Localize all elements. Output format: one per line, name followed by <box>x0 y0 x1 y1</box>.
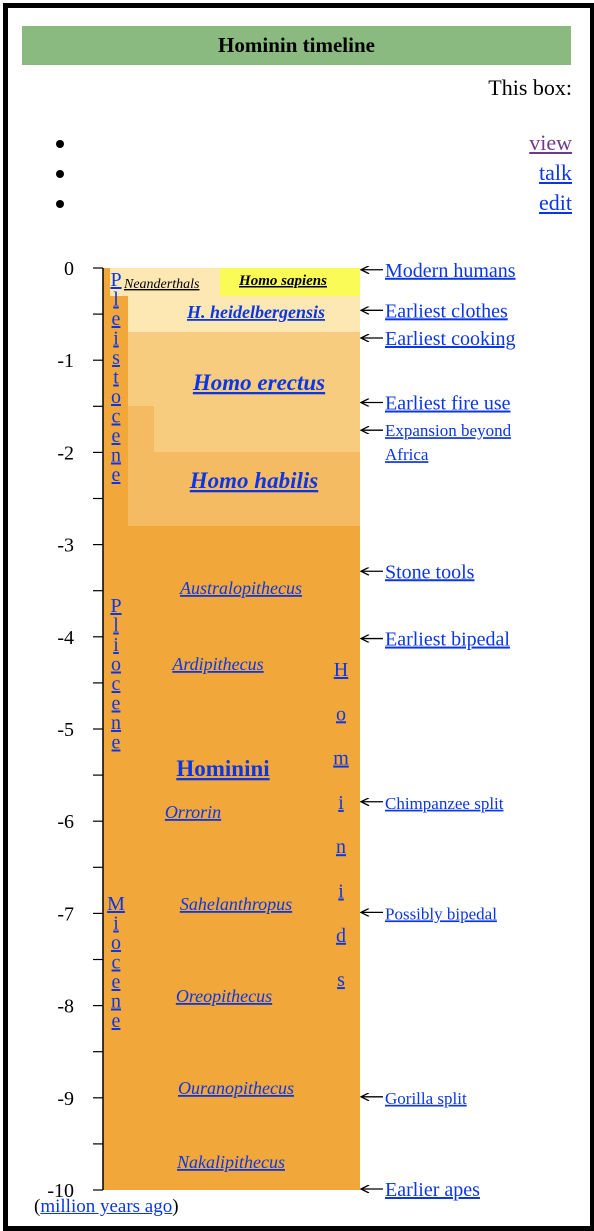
edit-link[interactable]: edit <box>539 190 572 215</box>
stacked-letter: M <box>107 893 125 915</box>
stacked-letter: s <box>112 347 120 369</box>
event-label[interactable]: Possibly bipedal <box>385 904 497 924</box>
axis-unit-caption <box>34 1196 179 1218</box>
axis-tick-label: -4 <box>57 626 74 649</box>
stacked-letter: i <box>338 791 344 814</box>
this-box-label: This box: <box>488 75 572 100</box>
axis-tick-label: -2 <box>57 442 74 465</box>
event-label[interactable]: Stone tools <box>385 561 475 584</box>
taxon-neanderthals[interactable]: Neanderthals <box>124 277 200 292</box>
event-label[interactable] <box>385 421 512 464</box>
event-label[interactable]: Gorilla split <box>385 1088 467 1108</box>
stacked-letter: e <box>111 731 121 754</box>
stacked-letter: e <box>111 464 121 486</box>
event-label[interactable]: Earliest fire use <box>385 392 511 415</box>
stacked-letter: l <box>113 614 119 637</box>
stacked-letter: n <box>111 712 121 734</box>
event-label[interactable]: Chimpanzee split <box>385 793 504 813</box>
stacked-letter: e <box>111 425 121 447</box>
box-title: Hominin timeline <box>22 26 571 65</box>
taxon-ardipithecus[interactable]: Ardipithecus <box>172 654 264 674</box>
taxon-homo-sapiens[interactable]: Homo sapiens <box>239 273 327 289</box>
tribe-hominini-label[interactable]: Hominini <box>176 756 270 781</box>
axis-ticks <box>47 258 103 1202</box>
axis-tick-label: -1 <box>57 350 74 373</box>
stacked-letter: e <box>111 1010 121 1032</box>
event-annotations <box>361 260 516 1201</box>
taxon-ouranopithecus[interactable]: Ouranopithecus <box>178 1078 294 1098</box>
stacked-letter: o <box>111 653 121 676</box>
stacked-letter: s <box>337 969 345 992</box>
stacked-letter: d <box>336 924 346 947</box>
event-label[interactable]: Earlier apes <box>385 1179 480 1201</box>
stacked-letter: i <box>113 912 119 935</box>
taxon-sahelanthropus[interactable]: Sahelanthropus <box>179 894 293 914</box>
event-label[interactable]: Modern humans <box>385 259 516 282</box>
stacked-letter: o <box>336 703 346 726</box>
stacked-letter: P <box>110 595 122 617</box>
taxon-homo-erectus[interactable]: Homo erectus <box>192 370 326 395</box>
stacked-letter: o <box>111 386 121 408</box>
taxon-oreopithecus[interactable]: Oreopithecus <box>175 986 273 1006</box>
taxon-australopithecus[interactable]: Australopithecus <box>180 578 302 598</box>
stacked-letter: c <box>111 951 121 974</box>
unit-open-paren: ( <box>34 1196 41 1217</box>
stacked-letter: e <box>111 692 121 715</box>
axis-tick-label: -8 <box>57 995 74 1018</box>
stacked-letter: i <box>113 327 119 350</box>
event-label[interactable]: Earliest cooking <box>385 327 516 350</box>
taxon-heidelbergensis[interactable]: H. heidelbergensis <box>187 302 325 322</box>
axis-tick-label: -5 <box>57 719 74 741</box>
stacked-letter: m <box>333 747 349 770</box>
taxon-orrorin[interactable]: Orrorin <box>164 802 222 822</box>
unit-close-paren: ) <box>172 1196 179 1217</box>
million-years-ago-link[interactable]: million years ago <box>40 1196 173 1217</box>
axis-tick-label: -7 <box>57 903 74 926</box>
stacked-letter: i <box>338 880 344 903</box>
axis-tick-label: 0 <box>64 258 74 280</box>
stacked-letter: H <box>333 659 349 681</box>
stacked-letter: c <box>111 405 121 428</box>
stacked-letter: c <box>111 673 121 695</box>
event-label[interactable]: Earliest bipedal <box>385 628 510 651</box>
axis-tick-label: -10 <box>47 1180 74 1202</box>
axis-tick-label: -6 <box>57 811 74 834</box>
view-link[interactable]: view <box>529 130 572 155</box>
stacked-letter: P <box>110 269 122 291</box>
taxon-nakalipithecus[interactable]: Nakalipithecus <box>177 1152 285 1172</box>
event-label[interactable]: Earliest clothes <box>385 300 508 323</box>
taxon-homo-habilis[interactable]: Homo habilis <box>189 468 319 493</box>
stacked-letter: i <box>113 634 119 656</box>
stacked-letter: n <box>111 444 121 467</box>
stacked-letter: e <box>111 971 121 993</box>
axis-tick-label: -3 <box>57 534 74 557</box>
event-label-line: Expansion beyond <box>385 421 512 441</box>
talk-link[interactable]: talk <box>539 160 572 185</box>
stacked-letter: n <box>336 836 346 859</box>
event-label-line: Africa <box>385 445 429 465</box>
stacked-letter: l <box>113 288 119 311</box>
stacked-letter: e <box>111 308 121 330</box>
stacked-letter: n <box>111 990 121 1013</box>
axis-tick-label: -9 <box>57 1087 74 1110</box>
stacked-letter: t <box>113 366 119 389</box>
stacked-letter: o <box>111 932 121 954</box>
